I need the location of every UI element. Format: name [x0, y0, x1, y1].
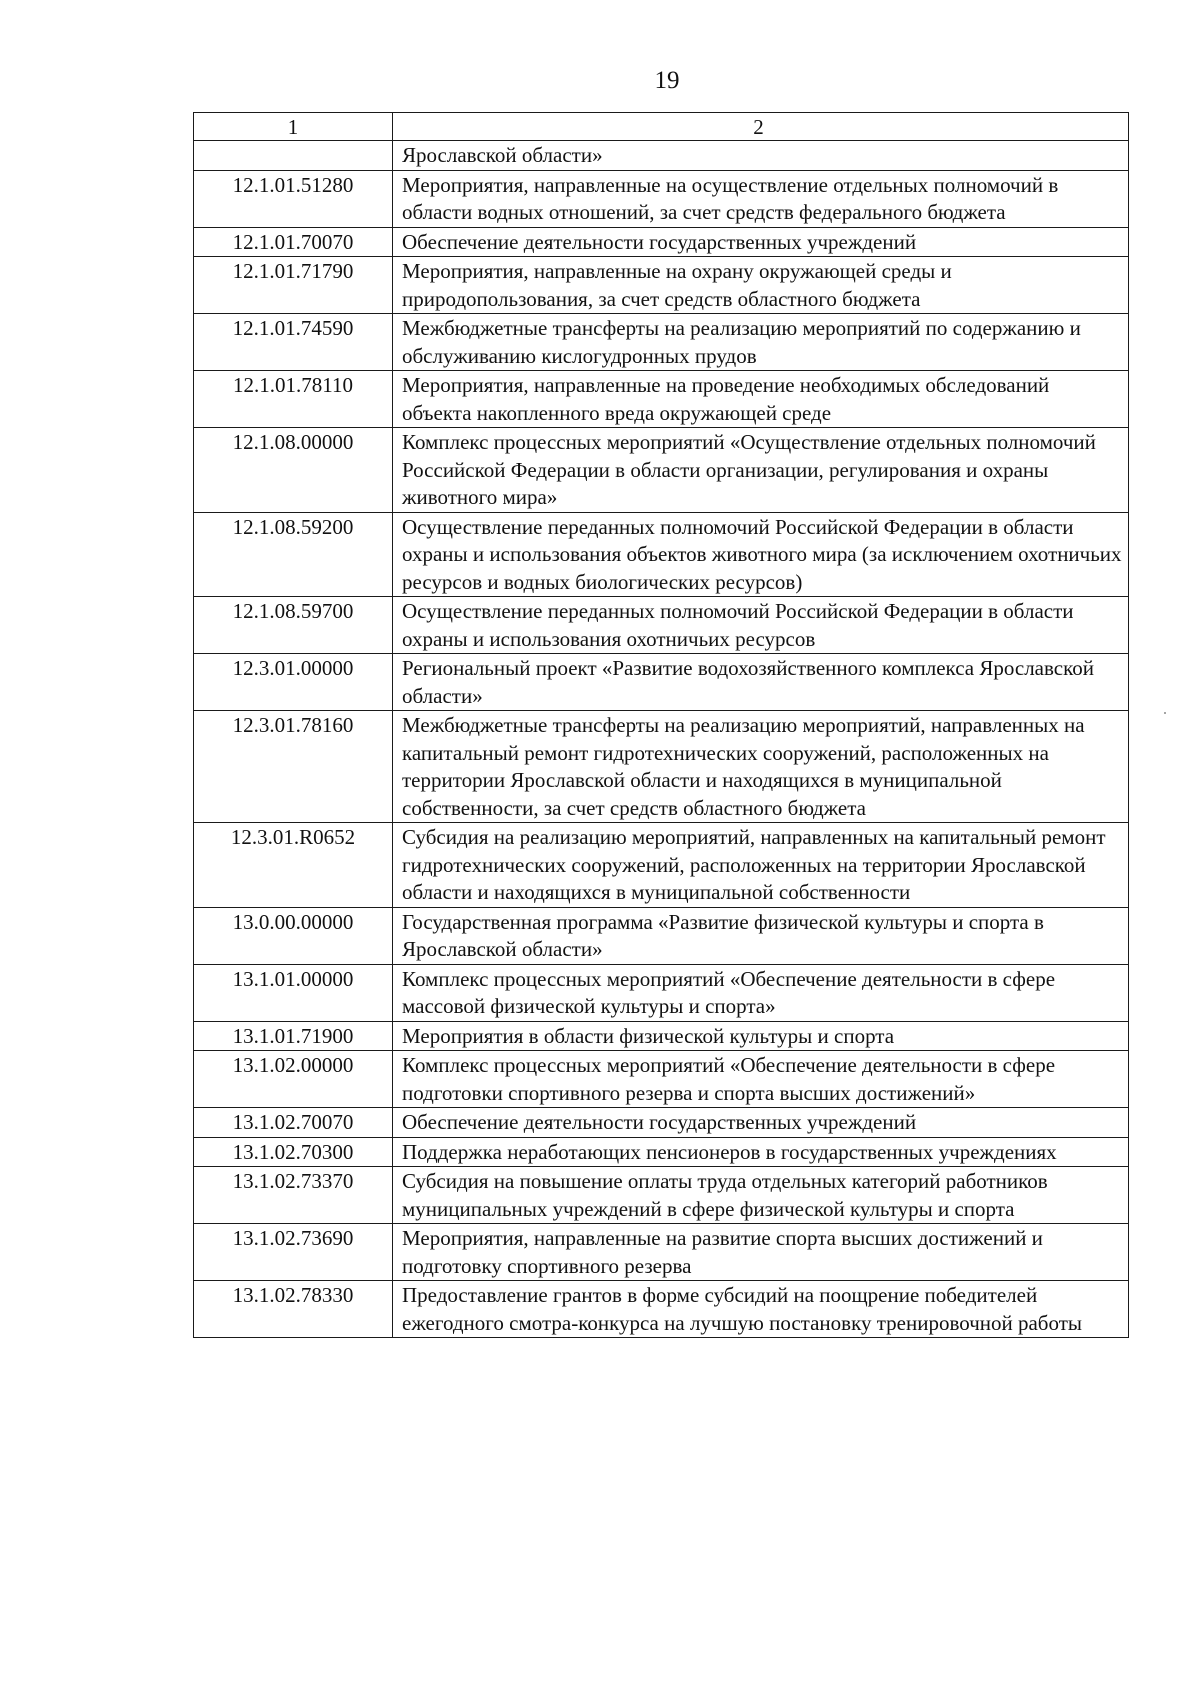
table-row	[194, 314, 1129, 371]
table-row	[194, 1051, 1129, 1108]
row-name-cell: Мероприятия, направленные на осуществление отдельных полномочий в области водных отношений, за счет средств федерального бюджета	[393, 170, 1129, 227]
row-name-cell: Предоставление грантов в форме субсидий на поощрение победителей ежегодного смотра-конкурса на лучшую постановку тренировочной работы	[393, 1281, 1129, 1338]
column-number-1: 1	[194, 113, 393, 141]
row-name-cell: Мероприятия в области физической культуры и спорта	[393, 1021, 1129, 1051]
table-row	[194, 1167, 1129, 1224]
row-name-cell: Субсидия на повышение оплаты труда отдельных категорий работников муниципальных учреждений в сфере физической культуры и спорта	[393, 1167, 1129, 1224]
row-name-cell: Межбюджетные трансферты на реализацию мероприятий по содержанию и обслуживанию кислогудронных прудов	[393, 314, 1129, 371]
table-row	[194, 823, 1129, 908]
row-code-cell: 12.1.01.78110	[194, 371, 393, 428]
row-code-cell: 13.1.02.70070	[194, 1108, 393, 1138]
row-code-cell: 12.1.08.59200	[194, 512, 393, 597]
row-code-cell: 12.3.01.R0652	[194, 823, 393, 908]
row-name-cell: Комплекс процессных мероприятий «Обеспечение деятельности в сфере подготовки спортивного резерва и спорта высших достижений»	[393, 1051, 1129, 1108]
scan-artifact	[1164, 712, 1166, 714]
table-row	[194, 1108, 1129, 1138]
column-number-2: 2	[393, 113, 1129, 141]
table-row	[194, 654, 1129, 711]
row-name-cell: Ярославской области»	[393, 141, 1129, 171]
row-name-cell: Мероприятия, направленные на охрану окружающей среды и природопользования, за счет средств областного бюджета	[393, 257, 1129, 314]
row-name-cell: Региональный проект «Развитие водохозяйственного комплекса Ярославской области»	[393, 654, 1129, 711]
table-row	[194, 141, 1129, 171]
row-name-cell: Осуществление переданных полномочий Российской Федерации в области охраны и использования объектов животного мира (за исключением охотничьих ресурсов и водных биологических ресурсов)	[393, 512, 1129, 597]
table-row	[194, 907, 1129, 964]
row-name-cell: Осуществление переданных полномочий Российской Федерации в области охраны и использования охотничьих ресурсов	[393, 597, 1129, 654]
row-code-cell: 12.3.01.78160	[194, 711, 393, 823]
row-name-cell: Обеспечение деятельности государственных учреждений	[393, 227, 1129, 257]
table-row	[194, 1137, 1129, 1167]
row-name-cell: Комплекс процессных мероприятий «Осуществление отдельных полномочий Российской Федерации в области организации, регулирования и охраны животного мира»	[393, 428, 1129, 513]
row-name-cell: Государственная программа «Развитие физической культуры и спорта в Ярославской области»	[393, 907, 1129, 964]
table-header-row	[194, 113, 1129, 141]
row-code-cell: 13.1.02.70300	[194, 1137, 393, 1167]
table-row	[194, 371, 1129, 428]
row-code-cell: 12.1.01.51280	[194, 170, 393, 227]
page-number: 19	[654, 67, 680, 94]
row-name-cell: Поддержка неработающих пенсионеров в государственных учреждениях	[393, 1137, 1129, 1167]
row-code-cell: 13.1.02.73370	[194, 1167, 393, 1224]
row-code-cell: 12.1.01.70070	[194, 227, 393, 257]
table-row	[194, 257, 1129, 314]
table-row	[194, 711, 1129, 823]
row-code-cell: 12.1.01.74590	[194, 314, 393, 371]
table-row	[194, 964, 1129, 1021]
row-code-cell: 12.1.08.00000	[194, 428, 393, 513]
row-name-cell: Мероприятия, направленные на проведение необходимых обследований объекта накопленного вреда окружающей среде	[393, 371, 1129, 428]
row-name-cell: Мероприятия, направленные на развитие спорта высших достижений и подготовку спортивного резерва	[393, 1224, 1129, 1281]
row-code-cell: 13.1.01.00000	[194, 964, 393, 1021]
row-code-cell: 13.1.02.73690	[194, 1224, 393, 1281]
table-row	[194, 227, 1129, 257]
row-code-cell: 12.1.01.71790	[194, 257, 393, 314]
budget-classification-table	[193, 112, 1129, 1338]
row-code-cell: 13.1.02.00000	[194, 1051, 393, 1108]
table-row	[194, 1224, 1129, 1281]
row-name-cell: Субсидия на реализацию мероприятий, направленных на капитальный ремонт гидротехнических сооружений, расположенных на территории Ярославской области и находящихся в муниципальной собственности	[393, 823, 1129, 908]
table-row	[194, 1021, 1129, 1051]
table-row	[194, 170, 1129, 227]
table-row	[194, 1281, 1129, 1338]
table-row	[194, 597, 1129, 654]
row-code-cell: 13.1.01.71900	[194, 1021, 393, 1051]
row-name-cell: Межбюджетные трансферты на реализацию мероприятий, направленных на капитальный ремонт гидротехнических сооружений, расположенных на территории Ярославской области и находящихся в муниципальной собственности, за счет средств областного бюджета	[393, 711, 1129, 823]
row-code-cell: 12.3.01.00000	[194, 654, 393, 711]
row-name-cell: Комплекс процессных мероприятий «Обеспечение деятельности в сфере массовой физической культуры и спорта»	[393, 964, 1129, 1021]
row-code-cell: 13.1.02.78330	[194, 1281, 393, 1338]
row-code-cell: 12.1.08.59700	[194, 597, 393, 654]
table-row	[194, 428, 1129, 513]
row-code-cell: 13.0.00.00000	[194, 907, 393, 964]
table-body	[194, 113, 1129, 1338]
table-row	[194, 512, 1129, 597]
row-name-cell: Обеспечение деятельности государственных учреждений	[393, 1108, 1129, 1138]
row-code-cell	[194, 141, 393, 171]
